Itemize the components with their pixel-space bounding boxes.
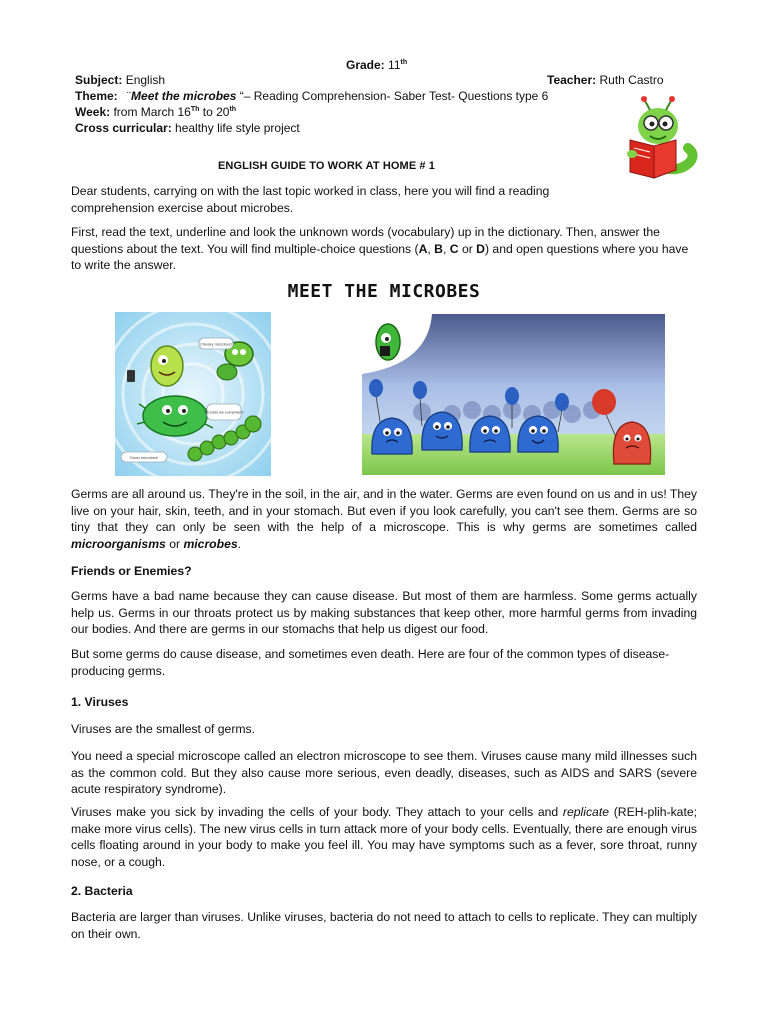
theme-title: Meet the microbes <box>131 89 237 103</box>
body-p6-text-b: (REH-plih-kate; make more virus cells). The new virus cells in turn attack more of your body cells. Eventually, there are enough virus cells floating around in your body to make you feel ill. You may have symptoms such as a fever, sore throat, runny nose, or a cough. <box>71 805 698 869</box>
body-p1-text: Germs are all around us. They're in the soil, in the air, and in the water. Germs are even found on us and in us! They live on your hair, skin, teeth, and in your stomach. But even if you look carefully, you can't see them. Germs are so tiny that they can only be seen with the help of a microscope. This is why germs are sometimes called <box>71 487 697 535</box>
teacher-value: Ruth Castro <box>599 73 664 87</box>
option-d: D <box>476 241 485 256</box>
subject-value: English <box>125 73 166 87</box>
grade-line <box>346 58 407 72</box>
term-replicate: replicate <box>562 805 609 819</box>
theme-line <box>75 89 548 103</box>
cartoon-microbes-image-right <box>362 314 665 475</box>
body-p1-or: or <box>165 536 184 551</box>
theme-mark: ¨ <box>127 89 132 103</box>
week-to-sup: th <box>229 106 237 113</box>
option-c: C <box>449 241 459 256</box>
cartoon-microbes-image-left <box>115 312 271 476</box>
body-paragraph-3: But some germs do cause disease, and sometimes even death. Here are four of the common types of disease-producing germs. <box>71 647 670 678</box>
theme-label: Theme: <box>75 89 118 103</box>
body-paragraph-6 <box>71 804 697 870</box>
main-title: MEET THE MICROBES <box>287 281 481 302</box>
option-a: A <box>418 241 428 256</box>
intro-p2-text-b: ) and open questions where you have to write the answer. <box>71 241 689 273</box>
term-microbes: microbes <box>183 536 238 551</box>
intro-p2-text-a: First, read the text, underline and look the unknown words (vocabulary) up in the dictionary. Then, answer the questions about the text. You will find multiple-choice questions ( <box>71 225 660 256</box>
week-line <box>75 105 236 119</box>
body-p6-text-a: Viruses make you sick by invading the cells of your body. They attach to your cells and <box>71 805 563 819</box>
intro-paragraph-1: Dear students, carrying on with the last topic worked in class, here you will find a reading comprehension exercise about microbes. <box>71 184 550 215</box>
cross-curricular-line <box>75 121 300 135</box>
heading-viruses: 1. Viruses <box>71 695 129 709</box>
caption-1: Cheeky microbes! <box>199 341 233 347</box>
body-paragraph-4: Viruses are the smallest of germs. <box>71 722 256 736</box>
intro-paragraph-2 <box>71 224 697 274</box>
subject-line <box>75 73 165 87</box>
sep-1: , <box>427 241 435 256</box>
grade-label: Grade: <box>346 58 385 72</box>
week-label: Week: <box>75 105 111 119</box>
sep-or: or <box>458 241 477 256</box>
option-b: B <box>434 241 443 256</box>
sep-2: , <box>442 241 450 256</box>
guide-title: ENGLISH GUIDE TO WORK AT HOME # 1 <box>218 160 435 172</box>
caption-3: Good microbes! <box>129 455 159 460</box>
week-from: from March 16 <box>110 105 191 119</box>
body-paragraph-1 <box>71 486 697 552</box>
cross-value: healthy life style project <box>171 121 300 135</box>
theme-rest: “– Reading Comprehension- Saber Test- Questions type 6 <box>236 89 549 103</box>
caption-2: Microbes are everywhere! <box>204 410 244 415</box>
heading-bacteria: 2. Bacteria <box>71 884 133 898</box>
subject-label: Subject: <box>75 73 123 87</box>
body-p1-end: . <box>237 536 242 551</box>
bookworm-reading-image <box>618 96 698 184</box>
body-paragraph-5: You need a special microscope called an electron microscope to see them. Viruses cause many mild illnesses such as the common cold. But they also cause more serious, even deadly, diseases, such as AIDS and SARS (severe acute respiratory syndrome). <box>71 749 697 797</box>
body-paragraph-2: Germs have a bad name because they can cause disease. But most of them are harmless. Some germs actually help us. Germs in our throats protect us by making substances that keep other, more harmful germs from invading our bodies. And there are germs in our stomachs that help us digest our food. <box>71 589 697 637</box>
grade-sup: th <box>400 59 408 66</box>
week-to: to 20 <box>199 105 230 119</box>
teacher-line <box>547 73 664 87</box>
body-paragraph-7: Bacteria are larger than viruses. Unlike viruses, bacteria do not need to attach to cells to replicate. They can multiply on their own. <box>71 910 697 941</box>
heading-friends-or-enemies: Friends or Enemies? <box>71 564 192 578</box>
grade-value: 11 <box>388 58 401 72</box>
term-microorganisms: microorganisms <box>71 536 166 551</box>
teacher-label: Teacher: <box>547 73 597 87</box>
cross-label: Cross curricular: <box>75 121 172 135</box>
week-from-sup: Th <box>190 106 200 113</box>
